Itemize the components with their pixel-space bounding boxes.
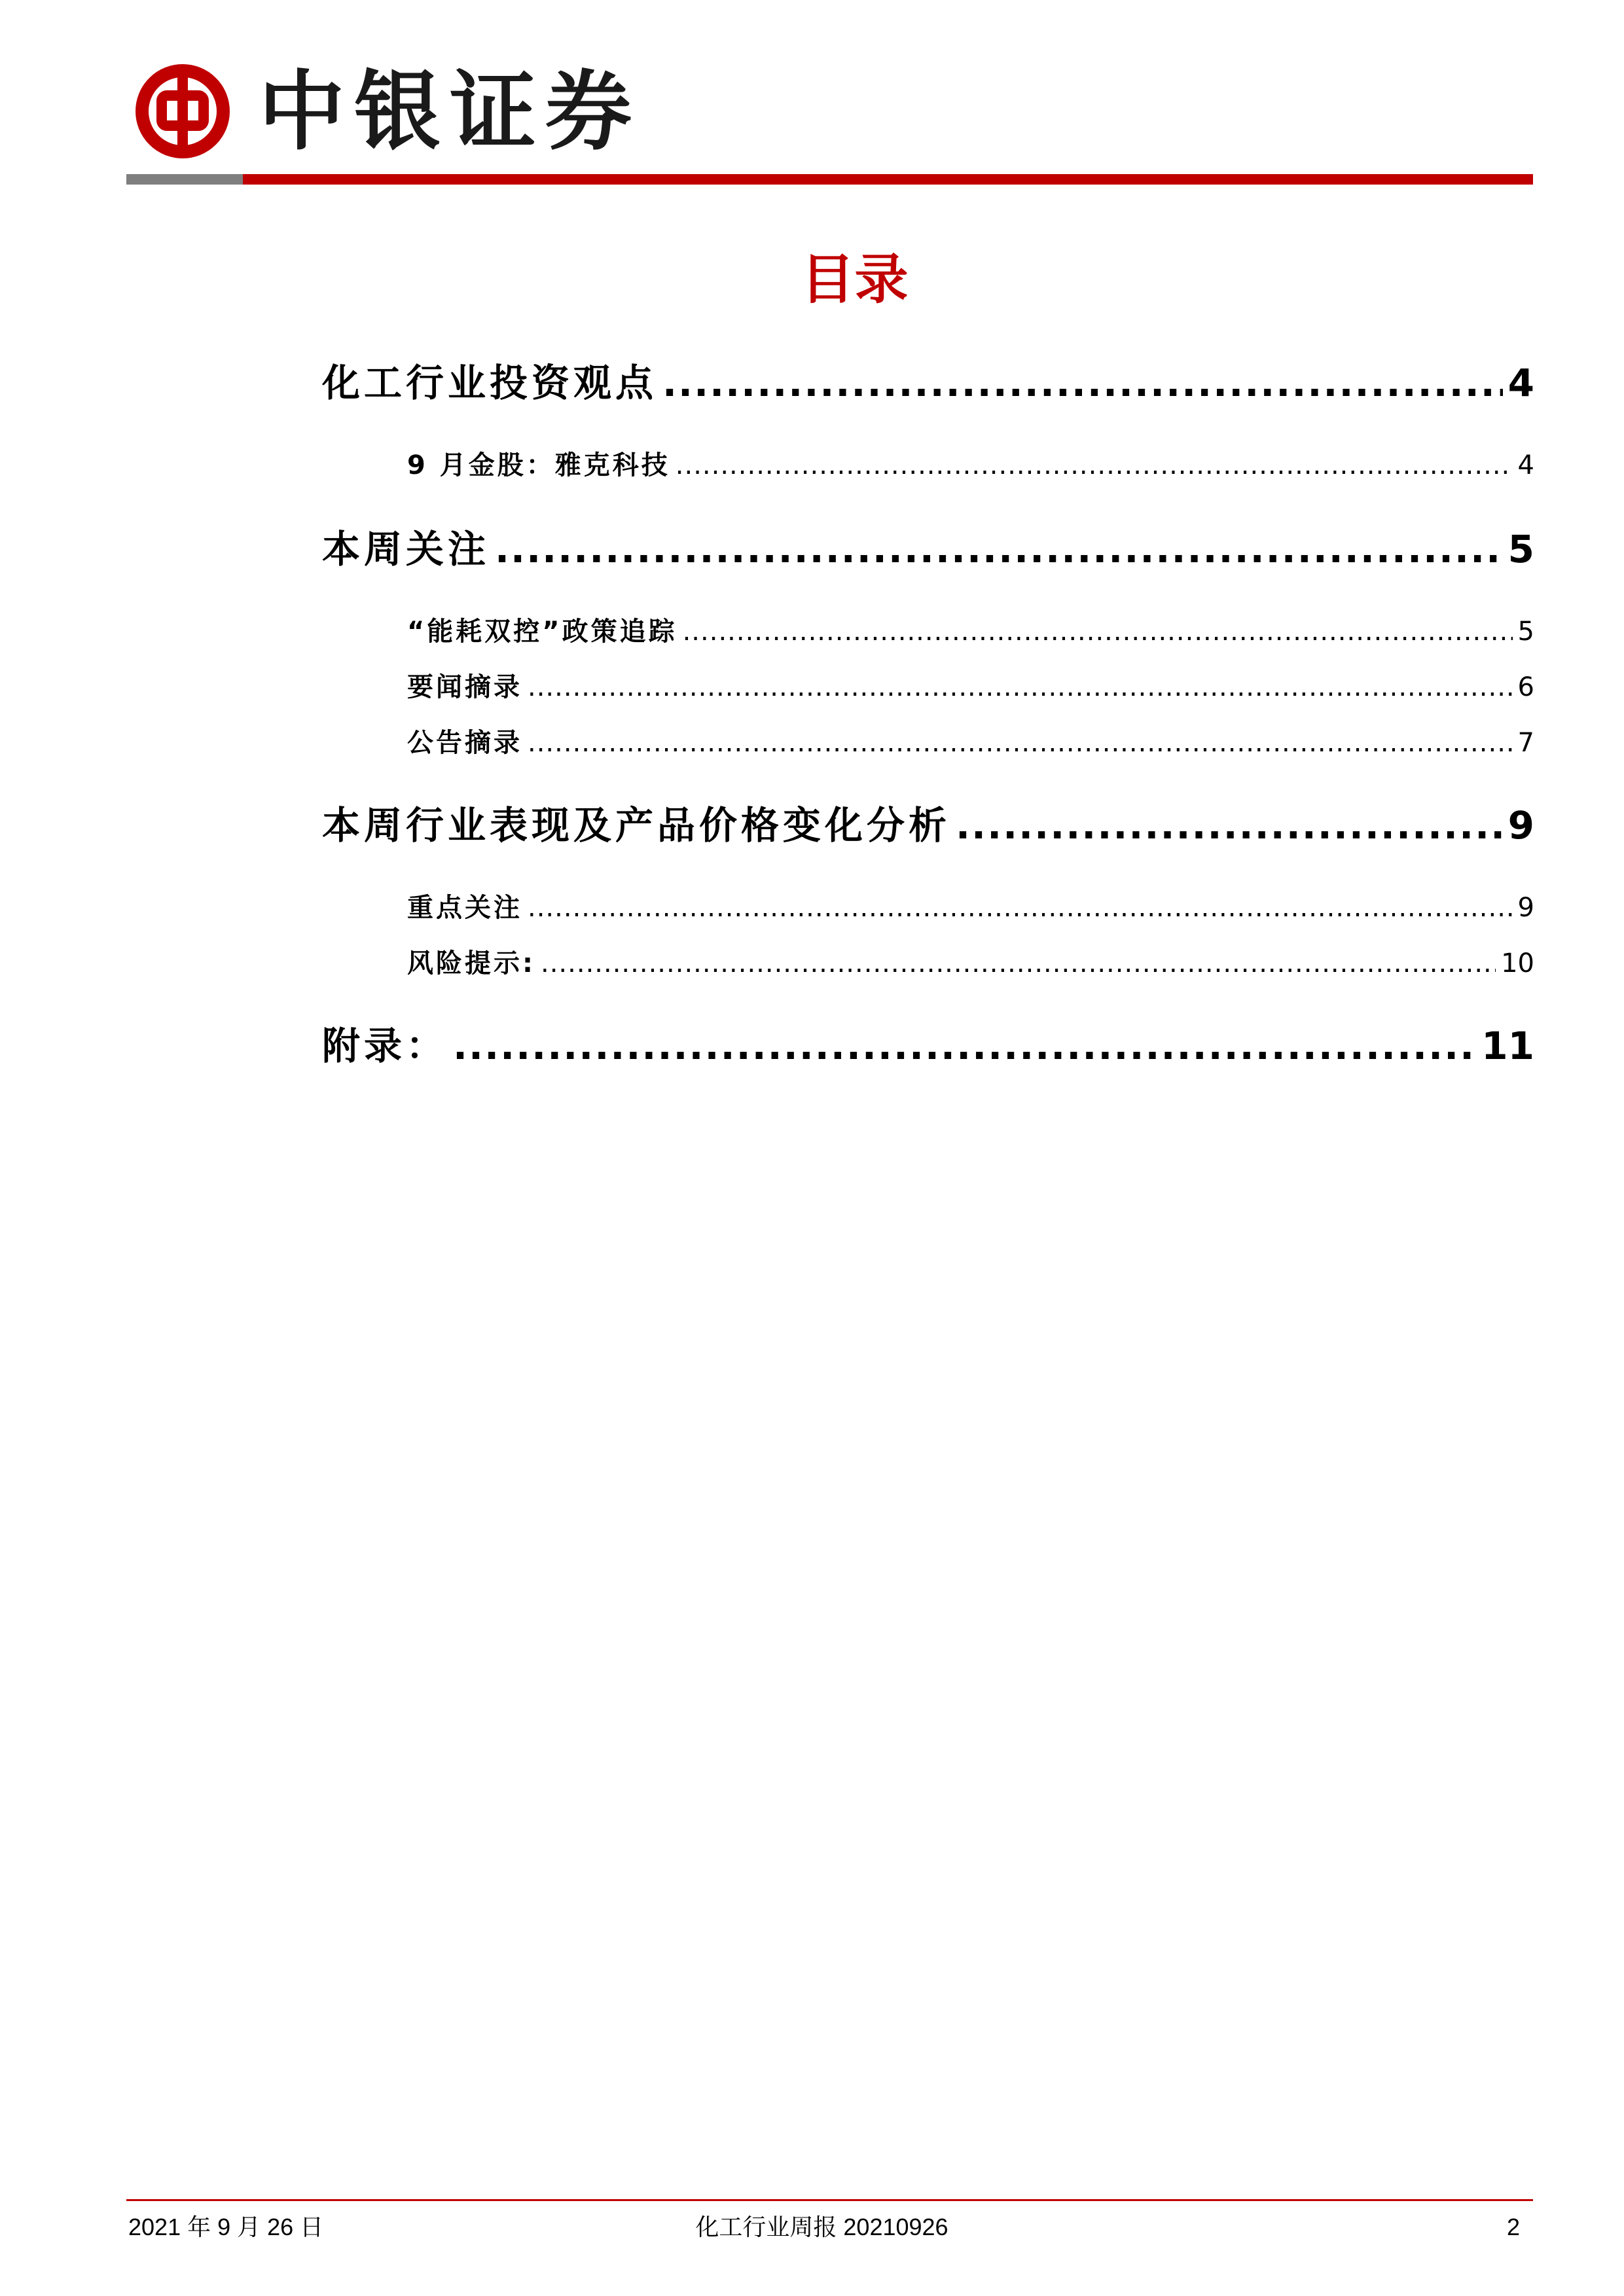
toc-entry-page: 5 <box>1507 527 1534 571</box>
toc-entry-label: 附录： <box>322 1024 448 1068</box>
dot-leader <box>683 610 1513 653</box>
toc-entry-label: 化工行业投资观点 <box>322 361 658 405</box>
toc-entry-energy-control[interactable] <box>407 610 1534 653</box>
dot-leader <box>528 666 1513 709</box>
toc-entry-page: 4 <box>1517 450 1534 480</box>
toc-entry-label: 要闻摘录 <box>407 672 522 702</box>
brand-name: 中银证券 <box>259 61 641 162</box>
dot-leader <box>453 1016 1476 1075</box>
header-bar-gray <box>126 174 243 185</box>
toc-entry-weekly-focus[interactable] <box>322 520 1534 579</box>
toc-entry-investment-view[interactable] <box>322 353 1534 412</box>
bank-logo-icon <box>134 63 231 160</box>
toc-entry-page: 5 <box>1517 617 1534 647</box>
toc-entry-page: 11 <box>1481 1024 1534 1068</box>
dot-leader <box>676 444 1513 487</box>
toc-entry-label: 公告摘录 <box>407 728 522 758</box>
dot-leader <box>495 520 1503 579</box>
toc-entry-announcement-digest[interactable] <box>407 721 1534 764</box>
dot-leader <box>528 721 1513 764</box>
header-bar-red <box>243 174 1533 185</box>
toc-entry-page: 10 <box>1501 948 1534 978</box>
toc-entry-page: 6 <box>1517 672 1534 702</box>
toc-entry-label: 本周行业表现及产品价格变化分析 <box>322 803 951 848</box>
toc-entry-page: 7 <box>1517 728 1534 758</box>
dot-leader <box>956 796 1503 855</box>
toc-entry-label: “能耗双控”政策追踪 <box>407 617 677 647</box>
footer-report-name: 化工行业周报 20210926 <box>695 2214 948 2240</box>
footer-divider <box>126 2199 1533 2201</box>
dot-leader <box>528 886 1513 929</box>
toc-entry-page: 9 <box>1507 803 1534 848</box>
toc-entry-appendix[interactable] <box>322 1016 1534 1075</box>
toc-entry-page: 9 <box>1517 893 1534 923</box>
toc-title: 目录 <box>801 249 909 311</box>
dot-leader <box>662 353 1503 412</box>
toc-entry-label: 重点关注 <box>407 893 522 923</box>
toc-entry-key-focus[interactable] <box>407 886 1534 929</box>
footer-page-number: 2 <box>1506 2214 1520 2240</box>
toc-entry-label: 风险提示: <box>407 948 535 978</box>
toc-entry-risk-warning[interactable] <box>407 942 1534 985</box>
toc-entry-label: 本周关注 <box>322 527 490 571</box>
toc-entry-industry-performance[interactable] <box>322 796 1534 855</box>
toc-entry-news-digest[interactable] <box>407 666 1534 709</box>
toc-entry-page: 4 <box>1507 361 1534 405</box>
toc-entry-label: 9 月金股：雅克科技 <box>407 450 670 480</box>
dot-leader <box>541 942 1496 985</box>
toc-entry-september-stock[interactable] <box>407 444 1534 487</box>
footer-date: 2021 年 9 月 26 日 <box>128 2214 324 2240</box>
